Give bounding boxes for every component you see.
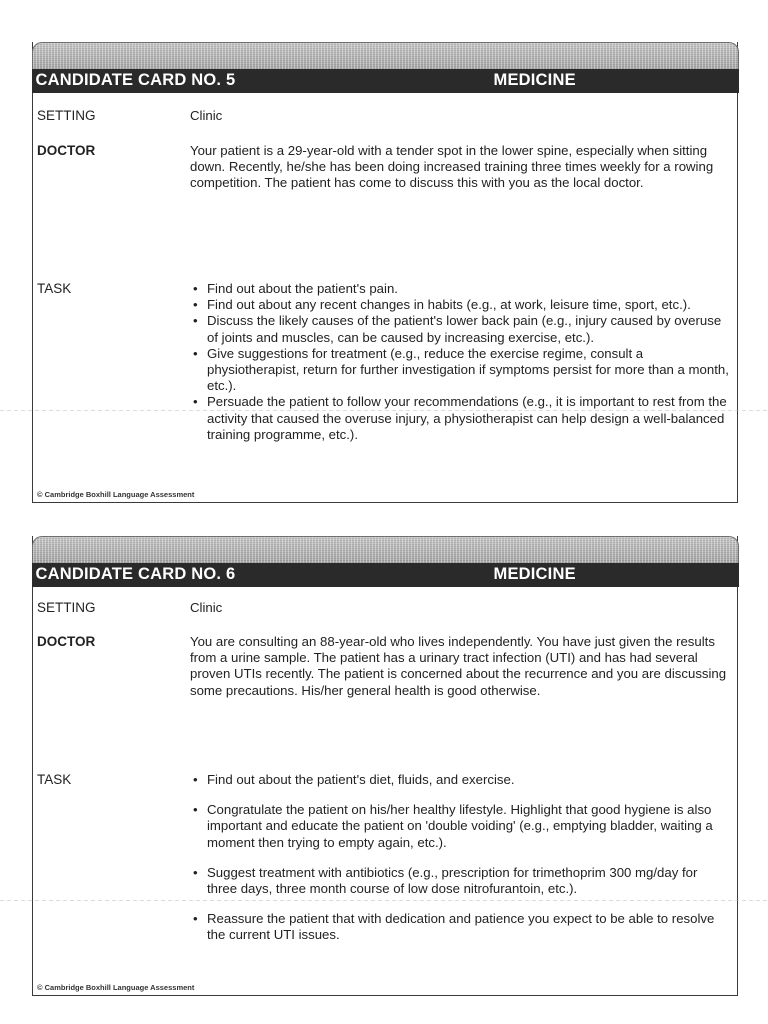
task-label: TASK (37, 772, 72, 787)
task-item: • Reassure the patient that with dedication and patience you expect to be able to resolve the current UTI issues. (190, 911, 729, 943)
card-decorative-strip (32, 42, 739, 69)
task-item: • Find out about the patient's diet, fluids, and exercise. (190, 772, 729, 788)
task-item: • Find out about any recent changes in habits (e.g., at work, leisure time, sport, etc.). (190, 297, 729, 313)
card-header (32, 69, 739, 93)
task-item: • Give suggestions for treatment (e.g., reduce the exercise regime, consult a physiotherapist, return for further investigation if symptoms persist for more than a month, etc.). (190, 346, 729, 395)
card-subject: MEDICINE (493, 565, 576, 583)
task-item: • Discuss the likely causes of the patient's lower back pain (e.g., injury caused by overuse of joints and muscles, can be caused by increasing exercise, etc.). (190, 313, 729, 345)
task-list (190, 772, 729, 944)
scan-artifact-line (0, 900, 768, 901)
task-list-container (190, 281, 729, 443)
task-list-container (190, 772, 729, 958)
scan-artifact-line (0, 410, 768, 411)
task-label: TASK (37, 281, 72, 296)
task-item: • Suggest treatment with antibiotics (e.g., prescription for trimethoprim 300 mg/day for three days, three month course of low dose nitrofurantoin, etc.). (190, 865, 729, 897)
setting-label: SETTING (37, 600, 96, 615)
setting-label: SETTING (37, 108, 96, 123)
card-header (32, 563, 739, 587)
task-item: • Find out about the patient's pain. (190, 281, 729, 297)
card-decorative-strip (32, 536, 739, 563)
doctor-text: You are consulting an 88-year-old who lives independently. You have just given the results from a urine sample. The patient has a urinary tract infection (UTI) and has had several proven UTIs recently. The patient is concerned about the recurrence and you are discussing some precautions. His/her general health is good otherwise. (190, 634, 727, 698)
copyright-notice: © Cambridge Boxhill Language Assessment (37, 983, 195, 992)
doctor-label: DOCTOR (37, 143, 96, 158)
task-list (190, 281, 729, 443)
card-subject: MEDICINE (493, 71, 576, 89)
task-item: • Persuade the patient to follow your recommendations (e.g., it is important to rest from the activity that caused the overuse injury, a physiotherapist can help design a well-balanced training programme, etc.). (190, 394, 729, 443)
candidate-card-6 (32, 536, 738, 996)
setting-value: Clinic (190, 600, 223, 615)
candidate-card-5 (32, 42, 738, 503)
doctor-text: Your patient is a 29-year-old with a tender spot in the lower spine, especially when sitting down. Recently, he/she has been doing increased training three times weekly for a rowing competition. The patient has come to discuss this with you as the local doctor. (190, 143, 714, 191)
copyright-notice: © Cambridge Boxhill Language Assessment (37, 490, 195, 499)
card-title: CANDIDATE CARD NO. 6 (35, 565, 236, 583)
task-item: • Congratulate the patient on his/her healthy lifestyle. Highlight that good hygiene is also important and educate the patient on 'double voiding' (e.g., emptying bladder, waiting a moment then trying to empty again, etc.). (190, 802, 729, 851)
card-title: CANDIDATE CARD NO. 5 (35, 71, 236, 89)
doctor-label: DOCTOR (37, 634, 96, 649)
setting-value: Clinic (190, 108, 223, 123)
